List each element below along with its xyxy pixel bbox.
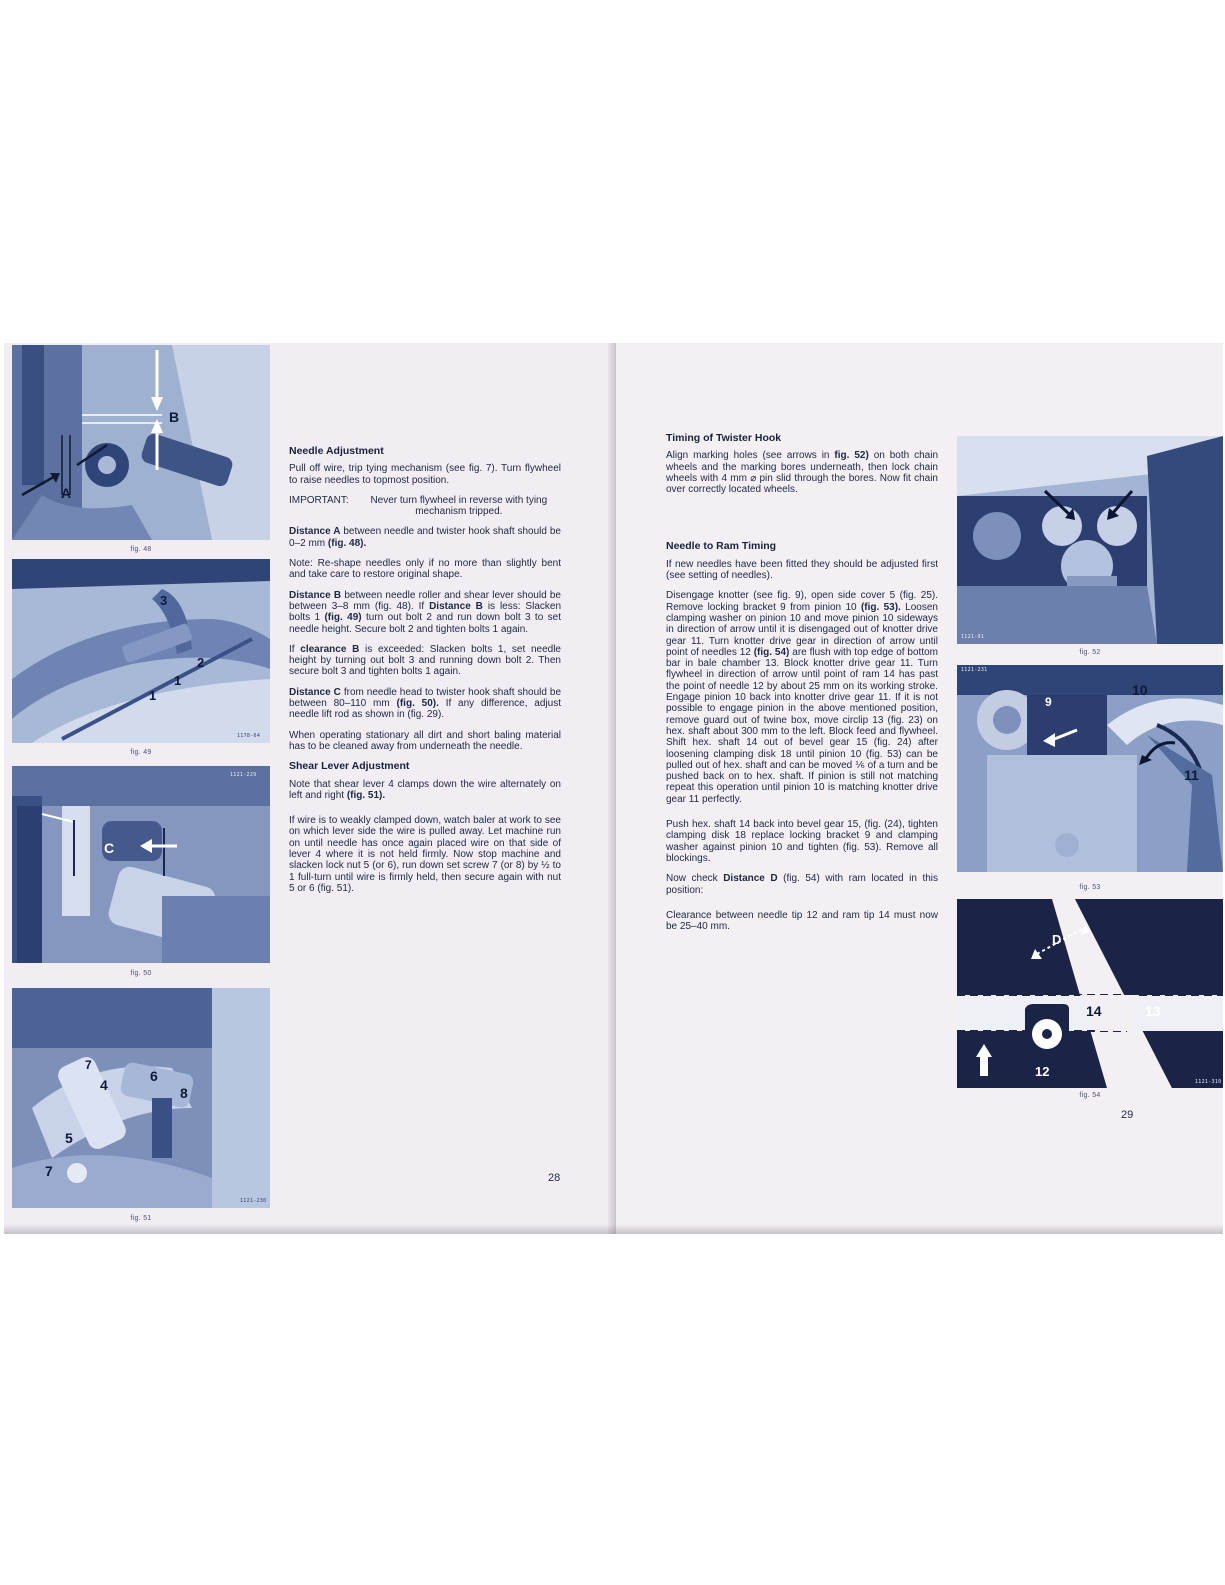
fig51-label-6: 6 — [150, 1068, 158, 1084]
fig54-code: 1121-310 — [1195, 1079, 1222, 1085]
important-label: IMPORTANT: — [289, 494, 349, 506]
needle-ram-p1: If new needles have been fitted they should be adjusted first (see setting of needles). — [666, 558, 938, 582]
fig53-label-9: 9 — [1045, 695, 1052, 709]
fig48-label-b: B — [169, 409, 180, 425]
fig49-label-2: 2 — [197, 655, 205, 670]
manual-spread — [4, 343, 1223, 1234]
fig48-label-a: A — [61, 485, 72, 501]
figure-53-photo — [957, 665, 1223, 872]
fig51-code: 1121-230 — [240, 1198, 267, 1204]
timing-twister-heading: Timing of Twister Hook — [666, 432, 782, 444]
distance-b-text2: is less: Slacken bolts 1 — [289, 600, 561, 624]
figure-48-photo — [12, 345, 270, 540]
timing-twister-p1-text: Align marking holes (see arrows in — [666, 450, 835, 462]
distance-c-text: from needle head to twister hook shaft should be between 80–110 mm — [289, 686, 562, 710]
figure-54-caption: fig. 54 — [1079, 1092, 1101, 1099]
fig54-label-14: 14 — [1086, 1003, 1102, 1019]
distance-d-term: Distance D — [723, 873, 778, 885]
fig53-label-11: 11 — [1184, 767, 1199, 783]
needle-ram-p4a: Now check — [666, 873, 724, 885]
distance-a-paragraph — [289, 526, 561, 549]
figure-51-photo — [12, 988, 270, 1208]
figure-52-photo — [957, 436, 1223, 644]
fig50-code: 1121-229 — [230, 772, 257, 778]
figure-51-caption: fig. 51 — [130, 1215, 152, 1222]
figure-54-diagram — [957, 899, 1223, 1088]
reshape-note: Note: Re-shape needles only if no more than slightly bent and take care to restore original shape. — [289, 558, 561, 581]
needle-ram-p2c: are flush with top edge of bottom bar in bale chamber 13. Block knotter drive gear 11. Turn flywheel in direction of arrow until point of ram 14 has past the point of needle 12 by about 25 mm on its working stroke. Engage pinion 10 back into knotter drive gear 11. If it is not possible to engage pinion in the above mentioned position, remove guard out of twine box, move circlip 13 (fig. 23) on hex. shaft about 300 mm to the left. Block feed and flywheel. Shift hex. shaft 14 out of bevel gear 15 (fig. 24) after loosening clamping disk 18 until pinion 10 (fig. 53) can be pulled out of hex. shaft and can be moved ⅙ of a turn and be pushed back on to hex. shaft. If pinion is still not matching repeat this operation until pinion 10 is matching knotter drive gear 11 perfectly. — [666, 646, 938, 805]
needle-ram-p2a: Disengage knotter (see fig. 9), open side cover 5 (fig. 25). Remove locking bracket 9 from pinion 10 — [666, 590, 938, 613]
fig49-label-1b: 1 — [174, 673, 182, 688]
left-page — [4, 343, 616, 1234]
distance-a-text: between needle and twister hook shaft should be 0–2 mm — [289, 526, 561, 549]
distance-c-text2: If any difference, adjust needle lift rod as shown in (fig. 29). — [289, 698, 561, 721]
needle-ram-p3: Push hex. shaft 14 back into bevel gear 15, (fig. (24), tighten clamping disk 18 replace locking bracket 9 and clamping washer against pinion 10 and tighten (fig. 53). Remove all blockings. — [666, 819, 938, 864]
fig51-label-5: 5 — [65, 1130, 73, 1146]
distance-b-term2: Distance B — [429, 600, 483, 612]
distance-a-ref: (fig. 48). — [327, 537, 367, 549]
distance-b-term: Distance B — [289, 589, 342, 601]
needle-ram-p2b: Loosen clamping washer on pinion 10 and move pinion 10 sideways in direction of arrow until it is disengaged out of knotter drive gear 11. Turn knotter drive gear in direction of arrow until point of needles 12 — [666, 601, 938, 658]
fig51-label-7a: 7 — [45, 1163, 53, 1179]
distance-b-paragraph — [289, 590, 561, 635]
figure-53-caption: fig. 53 — [1079, 884, 1101, 891]
fig51-label-8: 8 — [180, 1085, 188, 1101]
needle-ram-p2-ref1: (fig. 53). — [860, 601, 901, 613]
distance-c-ref: (fig. 50). — [396, 698, 439, 710]
fig54-label-12: 12 — [1035, 1064, 1050, 1079]
fig51-label-7b: 7 — [85, 1058, 92, 1072]
fig53-code: 1121-231 — [961, 667, 988, 673]
needle-ram-heading: Needle to Ram Timing — [666, 540, 777, 553]
shear-lever-p1-ref: (fig. 51). — [346, 789, 386, 801]
shear-lever-p1-text: Note that shear lever 4 clamps down the wire alternately on left and right — [289, 778, 561, 801]
needle-ram-p5: Clearance between needle tip 12 and ram tip 14 must now be 25–40 mm. — [666, 909, 938, 933]
fig54-label-13: 13 — [1145, 1003, 1161, 1019]
important-text: Never turn flywheel in reverse with tying mechanism tripped. — [370, 494, 548, 518]
figure-49-caption: fig. 49 — [130, 749, 152, 756]
needle-adjustment-heading: Needle Adjustment — [289, 445, 384, 457]
distance-c-paragraph — [289, 687, 561, 721]
distance-b-text3: turn out bolt 2 and run down bolt 3 to set needle height. Secure bolt 2 and tighten bolts 1 again. — [289, 612, 561, 635]
timing-twister-p1 — [666, 450, 938, 495]
timing-twister-p1-ref: fig. 52) — [834, 450, 869, 462]
page-number-right: 29 — [1121, 1109, 1134, 1121]
needle-ram-p2 — [666, 590, 938, 805]
figure-50-photo — [12, 766, 270, 963]
clearance-lead: If — [289, 643, 301, 655]
clearance-term: clearance B — [300, 643, 360, 655]
fig52-code: 1121-91 — [961, 634, 985, 640]
fig51-label-4: 4 — [100, 1077, 108, 1093]
needle-adjustment-p1: Pull off wire, trip tying mechanism (see fig. 7). Turn flywheel to raise needles to topmost position. — [289, 463, 561, 486]
needle-ram-p4b: (fig. 54) with ram located in this position: — [666, 873, 939, 896]
right-page — [616, 343, 1223, 1234]
fig49-label-3: 3 — [160, 593, 168, 608]
timing-twister-p1-text2: on both chain wheels and the marking bores underneath, then lock chain wheels with 4 mm ⌀ pin slid through the bores. Now fit chain over correctly located wheels. — [666, 450, 939, 496]
figure-50-caption: fig. 50 — [130, 970, 152, 977]
fig54-label-d: D — [1052, 932, 1062, 947]
fig53-label-10: 10 — [1132, 682, 1148, 698]
figure-49-photo — [12, 559, 270, 743]
fig50-label-c: C — [104, 840, 115, 856]
fig49-label-1a: 1 — [149, 688, 157, 703]
clearance-text: is exceeded: Slacken bolts 1, set needle height by turning out bolt 3 and running down bolt 2. Then secure bolt 3 and tighten bolts 1 again. — [289, 643, 561, 678]
shear-lever-heading: Shear Lever Adjustment — [289, 760, 410, 773]
clearance-b-paragraph — [289, 644, 561, 678]
important-note — [289, 495, 561, 518]
needle-ram-p4 — [666, 873, 938, 896]
distance-b-text: between needle roller and shear lever should be between 3–8 mm (fig. 48). If — [289, 589, 561, 612]
left-text-column — [289, 446, 561, 903]
page-number-left: 28 — [548, 1172, 561, 1184]
distance-c-term: Distance C — [289, 686, 341, 698]
page-bottom-shadow — [4, 1224, 1223, 1234]
figure-52-caption: fig. 52 — [1079, 649, 1101, 656]
shear-lever-p2: If wire is to weakly clamped down, watch baler at work to see on which lever side the wire is pulled away. Let machine run on until needle has once again placed wire on that side of lever 4 where it is not held firmly. Now stop machine and slacken lock nut 5 (or 6), run down set screw 7 (or 8) by ½ to 1 full-turn until wire is firmly held, then secure again with nut 5 or 6 (fig. 51). — [289, 815, 561, 894]
right-text-column — [666, 433, 938, 941]
fig49-code: 1178-64 — [237, 733, 261, 739]
shear-lever-p1 — [289, 779, 561, 802]
needle-ram-p2-ref2: (fig. 54) — [753, 646, 790, 658]
stationary-paragraph: When operating stationary all dirt and short baling material has to be cleaned away from underneath the needle. — [289, 729, 561, 752]
figure-48-caption: fig. 48 — [130, 546, 152, 553]
distance-a-term: Distance A — [289, 526, 341, 538]
distance-b-ref: (fig. 49) — [324, 612, 362, 624]
